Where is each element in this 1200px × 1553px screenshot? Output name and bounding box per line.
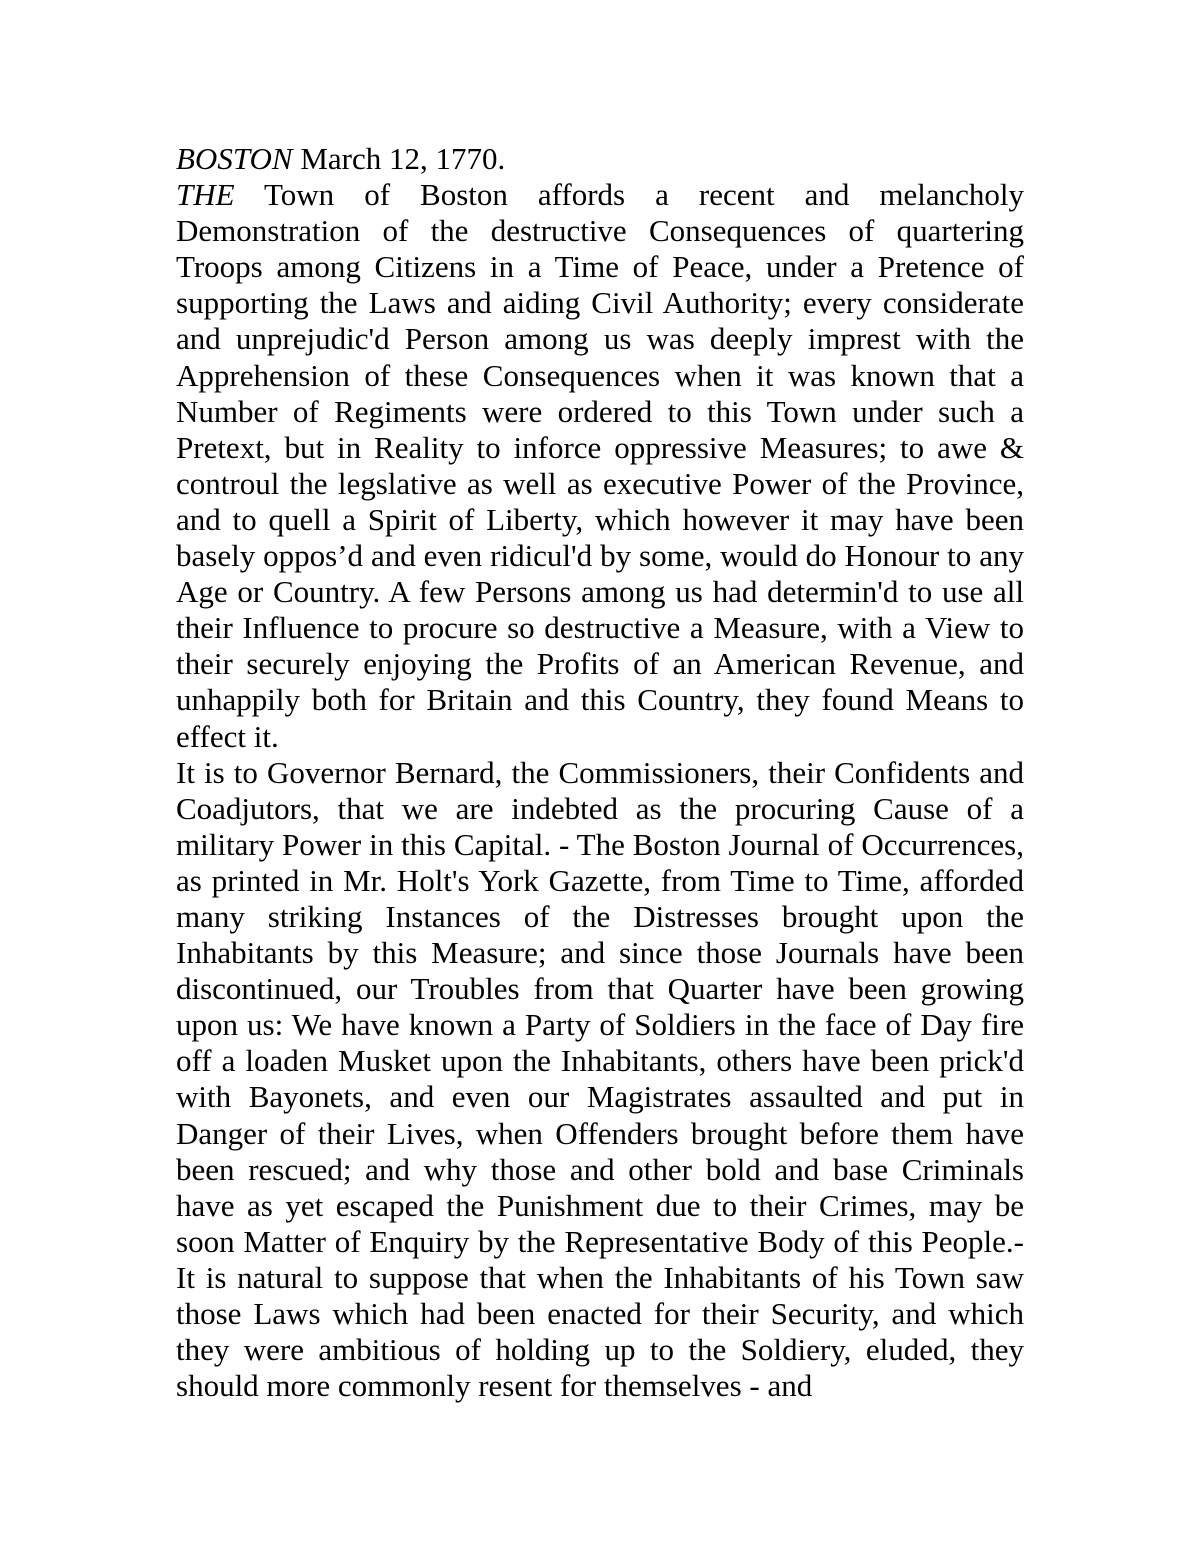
dateline-place: BOSTON (176, 141, 293, 176)
paragraph-1 (176, 177, 1024, 755)
paragraph-1-text: Town of Boston affords a recent and melancholy Demonstration of the destructive Consequences of quartering Troops among Citizens in a Time of Peace, under a Pretence of supporting the Laws and aiding Civil Authority; every considerate and unprejudic'd Person among us was deeply imprest with the Apprehension of these Consequences when it was known that a Number of Regiments were ordered to this Town under such a Pretext, but in Reality to inforce oppressive Measures; to awe & controul the legslative as well as executive Power of the Province, and to quell a Spirit of Liberty, which however it may have been basely oppos’d and even ridicul'd by some, would do Honour to any Age or Country. A few Persons among us had determin'd to use all their Influence to procure so destructive a Measure, with a View to their securely enjoying the Profits of an American Revenue, and unhappily both for Britain and this Country, they found Means to effect it. (176, 177, 1024, 754)
paragraph-2-text: It is to Governor Bernard, the Commissioners, their Confidents and Coadjutors, that we are indebted as the procuring Cause of a military Power in this Capital. - The Boston Journal of Occurrences, as printed in Mr. Holt's York Gazette, from Time to Time, afforded many striking Instances of the Distresses brought upon the Inhabitants by this Measure; and since those Journals have been discontinued, our Troubles from that Quarter have been growing upon us: We have known a Party of Soldiers in the face of Day fire off a loaden Musket upon the Inhabitants, others have been prick'd with Bayonets, and even our Magistrates assaulted and put in Danger of their Lives, when Offenders brought before them have been rescued; and why those and other bold and base Criminals have as yet escaped the Punishment due to their Crimes, may be soon Matter of Enquiry by the Representative Body of this People.- It is natural to suppose that when the Inhabitants of his Town saw those Laws which had been enacted for their Security, and which they were ambitious of holding up to the Soldiery, eluded, they should more commonly resent for themselves - and (176, 754, 1024, 1404)
paragraph-1-lead: THE (176, 177, 235, 213)
dateline (176, 141, 1024, 177)
document-page (176, 141, 1024, 1404)
paragraph-2 (176, 755, 1024, 1405)
dateline-date: March 12, 1770. (292, 141, 506, 176)
